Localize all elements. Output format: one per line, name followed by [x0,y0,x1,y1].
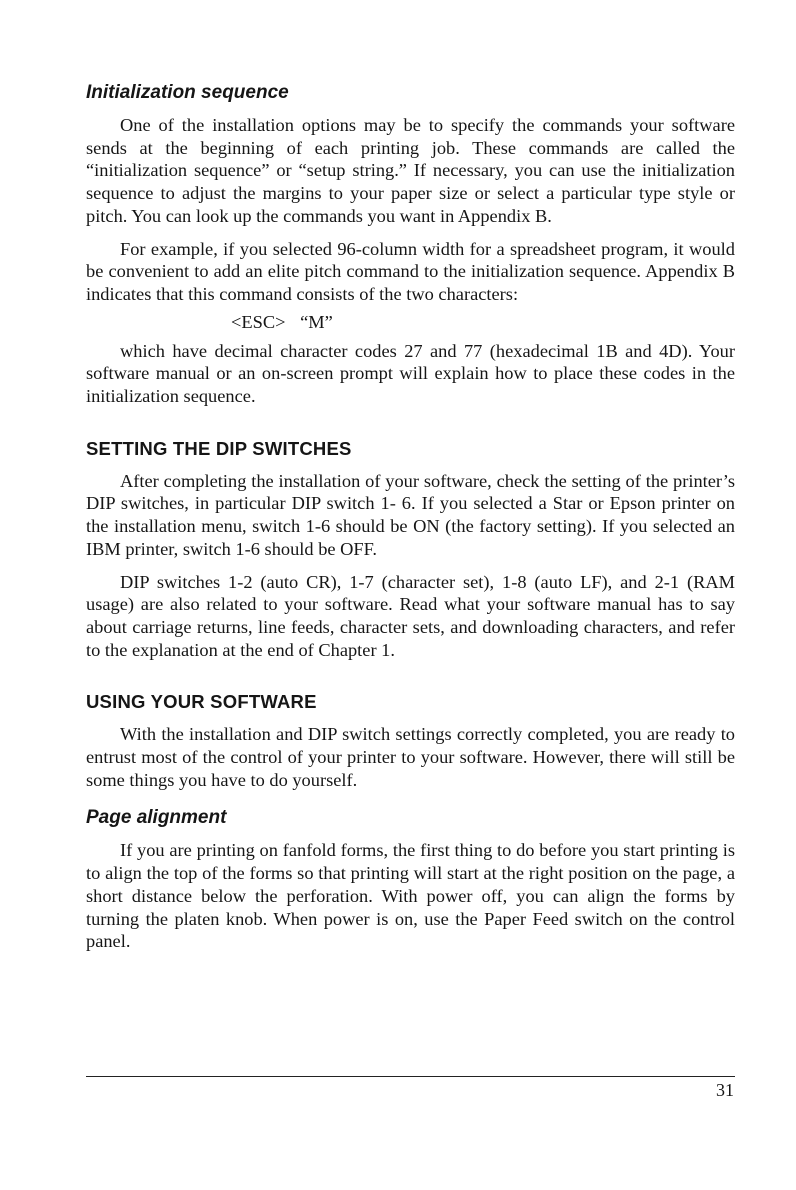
heading-setting-dip-switches: SETTING THE DIP SWITCHES [86,437,352,459]
page-number: 31 [716,1080,734,1100]
heading-using-your-software: USING YOUR SOFTWARE [86,691,317,713]
paragraph: For example, if you selected 96-column width for a spreadsheet program, it would be convenient to add an elite pitch command to the initialization sequence. Appendix B indicates that this command consists of the two characters: [86,238,735,304]
manual-page [86,80,735,963]
paragraph: DIP switches 1-2 (auto CR), 1-7 (character set), 1-8 (auto LF), and 2-1 (RAM usage) are also related to your software. Read what your software manual has to say about carriage returns, line feeds, character sets, and downloading characters, and refer to the explanation at the end of Chapter 1. [86,571,735,660]
heading-page-alignment: Page alignment [86,807,227,829]
paragraph: With the installation and DIP switch settings correctly completed, you are ready to entrust most of the control of your printer to your software. However, there will still be some things you have to do yourself. [86,724,735,790]
paragraph: After completing the installation of your software, check the setting of the printer’s DIP switches, in particular DIP switch 1- 6. If you selected a Star or Epson printer on the installation menu, switch 1-6 should be ON (the factory setting). If you selected an IBM printer, switch 1-6 should be OFF. [86,470,735,559]
escape-code-example: <ESC> “M” [231,311,333,332]
paragraph: which have decimal character codes 27 and 77 (hexadecimal 1B and 4D). Your software manual or an on-screen prompt will explain how to place these codes in the initialization sequence. [86,340,735,407]
footer-rule [86,1076,735,1077]
paragraph: If you are printing on fanfold forms, the first thing to do before you start printing is to align the top of the forms so that printing will start at the right position on the page, a short distance below the perforation. With power off, you can align the forms by turning the platen knob. When power is on, use the Paper Feed switch on the control panel. [86,840,735,952]
paragraph: One of the installation options may be to specify the commands your software sends at the beginning of each printing job. These commands are called the “initialization sequence” or “setup string.” If necessary, you can use the initialization sequence to adjust the margins to your paper size or select a particular type style or pitch. You can look up the commands you want in Appendix B. [86,115,735,226]
heading-initialization-sequence: Initialization sequence [86,82,289,103]
